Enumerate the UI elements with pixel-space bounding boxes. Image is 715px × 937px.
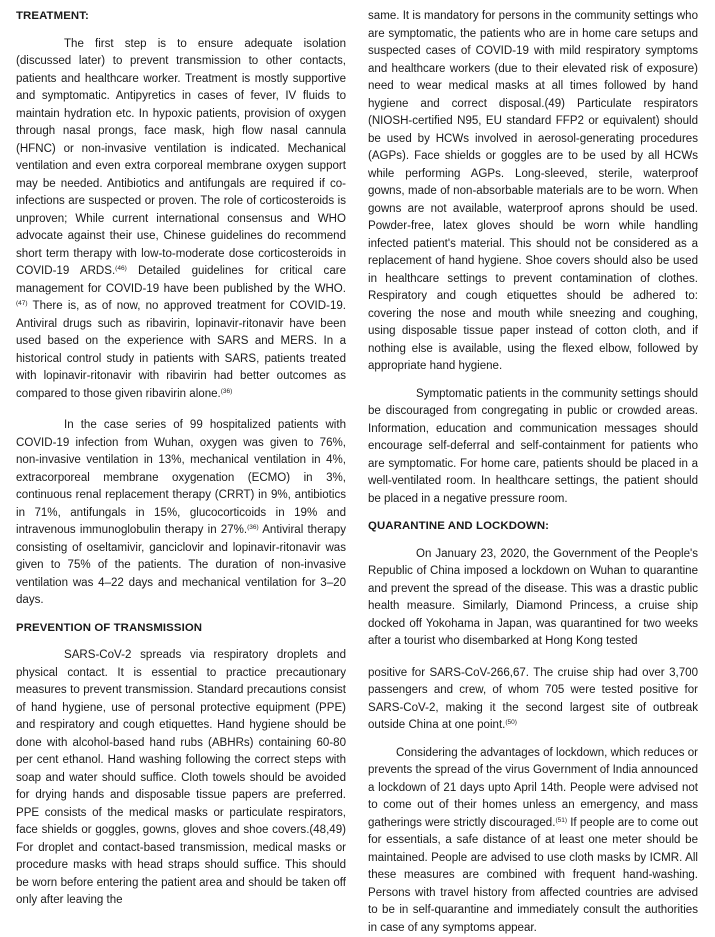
treatment-paragraph-1	[16, 36, 346, 404]
text-run: In the case series of 99 hospitalized patients with COVID-19 infection from Wuhan, oxygen was given to 76%, non-invasive ventilation in 13%, mechanical ventilation in 4%, extracorporeal membrane oxygenation (ECMO) in 3%, continuous renal replacement therapy (CRRT) in 9%, antibiotics in 71%, antifungals in 15%, glucocorticoids in 19% and intravenous immunoglobulin therapy in 27%.	[16, 419, 346, 536]
citation: (46)	[115, 265, 127, 272]
text-run: If people are to come out for essentials, a safe distance of at least one meter should be maintained. People are advised to use cloth masks by ICMR. All these measures are combined with frequent hand-washing. Persons with travel history from affected countries are advised to be in self-quarantine and immediately consult the authorities in case of any symptoms appear.	[368, 817, 698, 934]
right-column	[368, 8, 698, 937]
text-run: There is, as of now, no approved treatment for COVID-19. Antiviral drugs such as ribavirin, lopinavir-ritonavir have been used based on the experience with SARS and MERS. In a historical control study in patients with SARS, patients treated with lopinavir-ritonavir with ribavirin had better outcomes as compared to those given ribavirin alone.	[16, 300, 346, 400]
quarantine-paragraph-3	[368, 745, 698, 937]
treatment-heading: TREATMENT:	[16, 8, 346, 26]
left-column	[16, 8, 346, 910]
citation: (47)	[16, 300, 28, 307]
citation: (36)	[221, 388, 233, 395]
citation: (50)	[505, 719, 517, 726]
quarantine-paragraph-1: On January 23, 2020, the Government of the People's Republic of China imposed a lockdown on Wuhan to quarantine and prevent the spread of the disease. This was a drastic public health measure. Similarly, Diamond Princess, a cruise ship docked off Yokohama in Japan, was quarantined for two weeks after a tourist who disembarked at Hong Kong tested	[368, 546, 698, 651]
prevention-heading: PREVENTION OF TRANSMISSION	[16, 620, 346, 638]
text-run: Detailed guidelines for critical care management for COVID-19 have been published by the WHO.	[16, 265, 346, 295]
text-run: positive for SARS-CoV-266,67. The cruise ship had over 3,700 passengers and crew, of whom 705 were tested positive for SARS-CoV-2, making it the second largest site of outbreak outside China at one point.	[368, 667, 698, 732]
citation: (51)	[555, 817, 567, 824]
citation: (36)	[247, 524, 259, 531]
continuation-paragraph: same. It is mandatory for persons in the community settings who are symptomatic, the patients who are in home care setups and suspected cases of COVID-19 with mild respiratory symptoms and healthcare workers (due to their elevated risk of exposure) need to wear medical masks at all times followed by hand hygiene and correct disposal.(49) Particulate respirators (NIOSH-certified N95, EU standard FFP2 or equivalent) should be used by HCWs involved in aerosol-generating procedures (AGPs). Face shields or goggles are to be used by all HCWs while performing AGPs. Long-sleeved, sterile, waterproof gowns, made of non-absorbable materials are to be worn. When gowns are not available, waterproof aprons should be used. Powder-free, latex gloves should be worn while handling infected patient's material. This should not be considered as a replacement of hand hygiene. Shoe covers should also be used in healthcare settings to prevent contamination of clothes. Respiratory and cough etiquettes should be adhered to: covering the nose and mouth while sneezing and coughing, using disposable tissue paper instead of cotton cloth, and if nothing else is available, using the flexed elbow, followed by appropriate hand hygiene.	[368, 8, 698, 376]
prevention-paragraph-1: SARS-CoV-2 spreads via respiratory droplets and physical contact. It is essential to practice precautionary measures to prevent transmission. Standard precautions consist of hand hygiene, use of personal protective equipment (PPE) and respiratory and cough etiquettes. Hand hygiene should be done with alcohol-based hand rubs (ABHRs) containing 60-80 per cent ethanol. Hand washing following the correct steps with soap and water should suffice. Cloth towels should be avoided for drying hands and disposable tissue papers are preferred. PPE consists of the medical masks or particulate respirators, face shields or goggles, gowns, gloves and shoe covers.(48,49) For droplet and contact-based transmission, medical masks or procedure masks with head straps should suffice. This should be worn before entering the patient area and should be taken off only after leaving the	[16, 647, 346, 910]
symptomatic-paragraph: Symptomatic patients in the community settings should be discouraged from congregating in public or crowded areas. Information, education and communication messages should encourage self-deferral and self-containment for patients who are symptomatic. For home care, patients should be placed in a well-ventilated room. In healthcare settings, the patient should be placed in a negative pressure room.	[368, 386, 698, 509]
treatment-paragraph-2	[16, 417, 346, 610]
quarantine-heading: QUARANTINE AND LOCKDOWN:	[368, 518, 698, 536]
text-run: The first step is to ensure adequate isolation (discussed later) to prevent transmission to other contacts, patients and healthcare worker. Treatment is mostly supportive and symptomatic. Antipyretics in cases of fever, IV fluids to maintain hydration etc. In hypoxic patients, provision of oxygen through nasal prongs, face mask, high flow nasal cannula (HFNC) or non-invasive ventilation is indicated. Mechanical ventilation and even extra corporeal membrane oxygen support may be needed. Antibiotics and antifungals are required if co-infections are suspected or proven. The role of corticosteroids is unproven; While current international consensus and WHO advocate against their use, Chinese guidelines do recommend short term therapy with low-to-moderate dose corticosteroids in COVID-19 ARDS.	[16, 38, 346, 278]
quarantine-paragraph-2	[368, 665, 698, 735]
text-run: Considering the advantages of lockdown, which reduces or prevents the spread of the virus Government of India announced a lockdown of 21 days upto April 14th. People were advised not to come out of their homes unless an emergency, and mass gatherings were strictly discouraged.	[368, 747, 698, 829]
text-run: Antiviral therapy consisting of oseltamivir, ganciclovir and lopinavir-ritonavir was given to 75% of the patients. The duration of non-invasive ventilation was 4–22 days and mechanical ventilation for 3–20 days.	[16, 524, 346, 606]
